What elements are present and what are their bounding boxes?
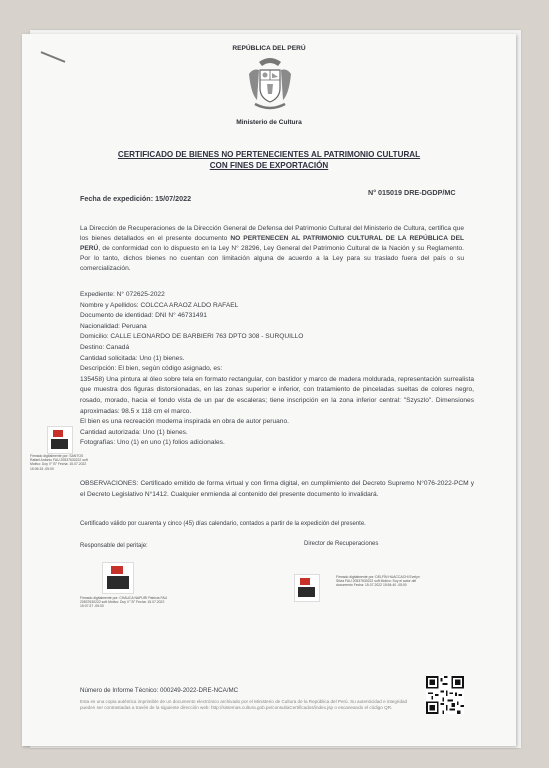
certificate-number: N° 015019 DRE-DGDP/MC — [368, 188, 456, 197]
footer-note: Esta es una copia auténtica imprimible de un documento electrónico archivado por el Ministerio de Cultura de la República del Perú. Su autenticidad e integridad pueden ser contrastadas a través de la siguiente dirección web: http://sistemas.cultura.gob.pe/consultaCertificados/index.jsp o escaneando el código QR. — [80, 699, 408, 711]
report-number: Número de Informe Técnico: 000249-2022-DRE-NCA/MC — [80, 687, 239, 694]
observations: OBSERVACIONES: Certificado emitido de forma virtual y con firma digital, en cumplimiento del Decreto Supremo N°076-2022-PCM y el Decreto Legislativo N°1412. Cualquier enmienda al contenido del presente documento lo invalidará. — [80, 480, 474, 498]
certificate-page — [22, 34, 516, 746]
margin-signature-text: Firmado digitalmente por: SANTOS Rafael Antonio FAU 20537630222 soft Motivo: Doy V° B° Fecha: 15.07.2022 15:06:15 -05:00 — [30, 454, 88, 471]
field-fotografias: Fotografías: Uno (1) en uno (1) folios adicionales. — [80, 439, 225, 447]
field-descripcion-label: Descripción: El bien, según código asignado, es: — [80, 365, 223, 373]
seal-black-mark — [51, 439, 68, 449]
intro-paragraph — [80, 224, 464, 274]
ministry-name: Ministerio de Cultura — [236, 119, 302, 126]
left-signature-text: Firmado digitalmente por: CHAUCA NAPURI Patricia FAU 20537630222 soft Motivo: Doy V° B° Fecha: 15.07.2022 15:07:37 -05:00 — [80, 596, 168, 609]
field-descripcion: 135458) Una pintura al óleo sobre tela en formato rectangular, con bastidor y marco de madera moldurada, representación surrealista que muestra dos figuras distorsionadas, en las zonas superior e inferior, con tratamiento de pinceladas sueltas de colores negro, rosado, morado, hacia el fondo vista de un par de escaleras; tiene inscripción en la zona inferior central: "Szyszlo". Dimensiones aproximadas: 98.5 x 118 cm el marco. — [80, 375, 474, 415]
field-cantidad-solicitada: Cantidad solicitada: Uno (1) bienes. — [80, 354, 185, 362]
seal-red-mark — [53, 430, 63, 437]
margin-signature-seal — [47, 426, 73, 454]
certificate-title — [92, 149, 446, 171]
seal-red-mark — [111, 566, 123, 574]
title-line-2: CON FINES DE EXPORTACIÓN — [209, 161, 329, 170]
appraiser-label: Responsable del peritaje: — [80, 543, 148, 549]
seal-black-mark — [298, 587, 315, 597]
intro-text-1: La Dirección de Recuperaciones de la Dirección General de Defensa del Patrimonio Cultural del Ministerio de Cultura, certifica que los bienes detallados en el presente documento — [80, 225, 464, 242]
seal-black-mark — [107, 576, 129, 589]
country-name: REPÚBLICA DEL PERÚ — [232, 45, 306, 52]
intro-bold: NO PERTENECEN AL PATRIMONIO CULTURAL DE LA REPÚBLICA DEL PERÚ — [80, 235, 464, 252]
field-nacionalidad: Nacionalidad: Peruana — [80, 322, 147, 330]
field-nombre: Nombre y Apellidos: COLCCA ARAOZ ALDO RAFAEL — [80, 301, 239, 309]
field-documento: Documento de identidad: DNI N° 46731491 — [80, 312, 207, 320]
left-signature-seal — [102, 562, 134, 594]
right-signature-seal — [294, 574, 320, 602]
validity-note: Certificado válido por cuarenta y cinco (45) días calendario, contados a partir de la expedición del presente. — [80, 521, 366, 527]
director-label: Director de Recuperaciones — [304, 541, 379, 547]
field-cantidad-autorizada: Cantidad autorizada: Uno (1) bienes. — [80, 428, 188, 436]
issue-date: Fecha de expedición: 15/07/2022 — [80, 194, 192, 203]
coat-of-arms-icon — [245, 54, 295, 114]
right-signature-text: Firmado digitalmente por: DELFÍN HUACCACHI Evelyn Silvia FAU 20537630222 soft Motivo: Soy el autor del documento Fecha: 15.07.2022 15:54:40 -05:00 — [336, 575, 420, 588]
field-destino: Destino: Canadá — [80, 343, 130, 351]
field-recreacion: El bien es una recreación moderna inspirada en obra de autor peruano. — [80, 418, 289, 426]
field-domicilio: Domicilio: CALLE LEONARDO DE BARBIERI 763 DPTO 308 - SURQUILLO — [80, 333, 304, 341]
seal-red-mark — [300, 578, 310, 585]
title-line-1: CERTIFICADO DE BIENES NO PERTENECIENTES AL PATRIMONIO CULTURAL — [117, 150, 421, 159]
qr-code-icon[interactable] — [426, 676, 464, 714]
field-expediente: Expediente: N° 072625-2022 — [80, 291, 165, 298]
certificate-fields — [80, 290, 474, 449]
intro-text-2: , de conformidad con lo dispuesto en la Ley N° 28296, Ley General del Patrimonio Cultural de la Nación y su Reglamento. Por lo tanto, dichos bienes no cuentan con limitación alguna de acuerdo a la Ley para su traslado fuera del país o su comercialización. — [80, 245, 464, 272]
